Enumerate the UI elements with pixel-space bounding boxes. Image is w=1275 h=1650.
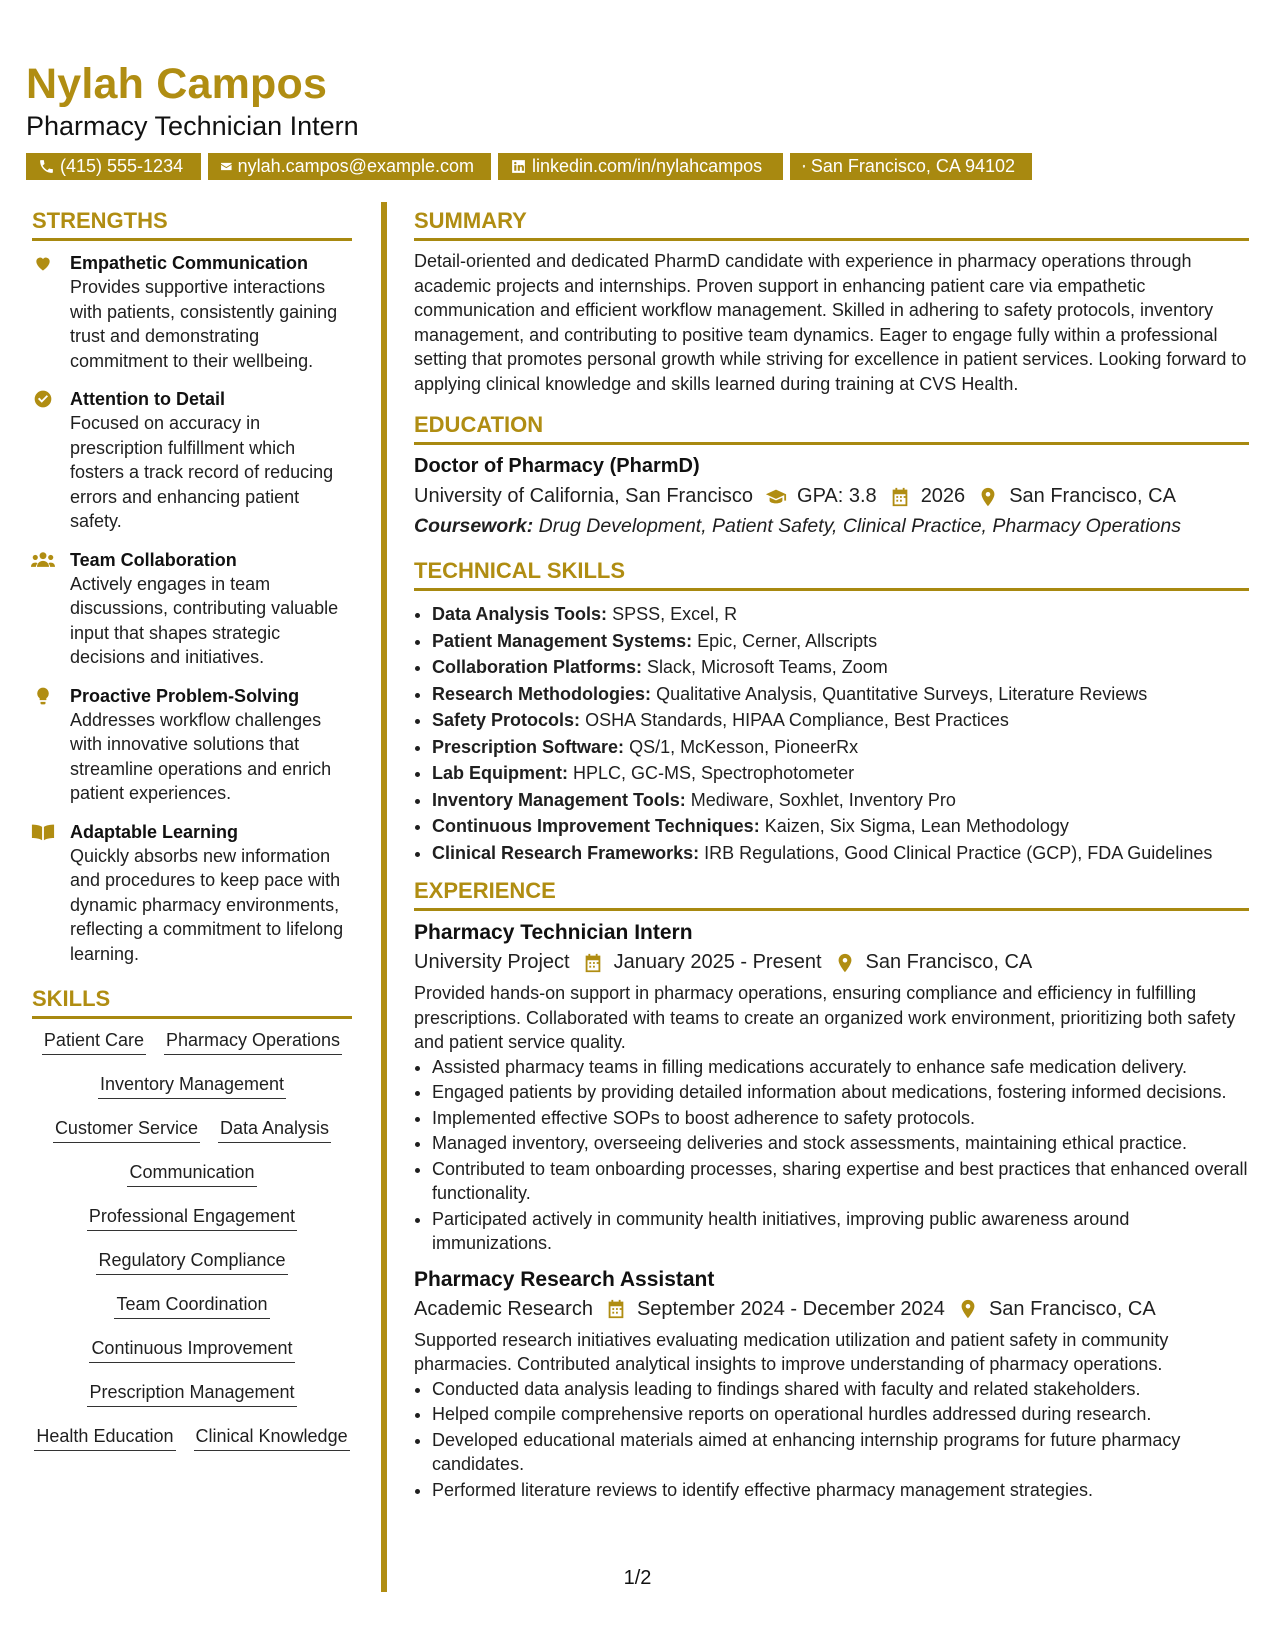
summary-heading: SUMMARY: [414, 208, 1249, 241]
email-text: nylah.campos@example.com: [237, 156, 474, 176]
list-item: • Helped compile comprehensive reports on operational hurdles addressed during research.: [432, 1402, 1249, 1427]
strength-item: [32, 387, 352, 534]
map-pin-icon: [802, 158, 806, 175]
strength-title: Proactive Problem-Solving: [70, 685, 300, 706]
job-org: Academic Research: [414, 1297, 593, 1320]
job-org: University Project: [414, 951, 570, 973]
list-item: [432, 787, 1249, 814]
list-item: • Performed literature reviews to identify effective pharmacy management strategies.: [432, 1478, 1249, 1503]
tech-skill-value: Qualitative Analysis, Quantitative Surveys, Literature Reviews: [656, 683, 1148, 704]
technical-skills-heading: TECHNICAL SKILLS: [414, 558, 1249, 591]
book-open-icon: [31, 822, 55, 842]
technical-skills-list: [414, 601, 1249, 866]
list-item: • Developed educational materials aimed at enhancing internship programs for future pharmacy candidates.: [432, 1428, 1249, 1477]
tech-skill-label: Patient Management Systems:: [432, 630, 693, 651]
list-item: [432, 734, 1249, 761]
list-item: [432, 707, 1249, 734]
tech-skill-label: Prescription Software:: [432, 736, 625, 757]
calendar-icon: [889, 486, 911, 508]
left-column: [32, 208, 352, 1469]
email-chip[interactable]: [208, 153, 491, 180]
tech-skill-value: QS/1, McKesson, PioneerRx: [629, 736, 859, 757]
list-item: [432, 813, 1249, 840]
strengths-heading: STRENGTHS: [32, 208, 352, 241]
skill-tag: Pharmacy Operations: [164, 1029, 342, 1055]
tech-skill-value: Kaizen, Six Sigma, Lean Methodology: [764, 816, 1069, 836]
degree: Doctor of Pharmacy (PharmD): [414, 455, 700, 477]
list-item: • Implemented effective SOPs to boost adherence to safety protocols.: [432, 1106, 1249, 1131]
job-location: San Francisco, CA: [988, 1297, 1156, 1320]
skill-tag: Professional Engagement: [87, 1205, 297, 1231]
skill-tag: Data Analysis: [218, 1117, 331, 1143]
skill-tag: Communication: [127, 1161, 256, 1187]
list-item: [432, 601, 1249, 628]
strength-desc: Addresses workflow challenges with innovative solutions that streamline operations and enrich patient experiences.: [70, 709, 332, 803]
tech-skill-label: Clinical Research Frameworks:: [432, 842, 700, 863]
list-item: [432, 840, 1249, 867]
skill-tag: Continuous Improvement: [89, 1337, 294, 1363]
contact-bar: [26, 153, 1032, 180]
list-item: [432, 760, 1249, 787]
skill-tag: Health Education: [34, 1425, 175, 1451]
skill-tag: Customer Service: [53, 1117, 200, 1143]
skill-tag: Inventory Management: [98, 1073, 286, 1099]
users-icon: [31, 550, 55, 570]
tech-skill-value: Epic, Cerner, Allscripts: [697, 630, 878, 651]
list-item: [432, 681, 1249, 708]
job-meta: [414, 1298, 1249, 1321]
strength-item: [32, 251, 352, 373]
linkedin-icon: [510, 158, 527, 175]
job-dates: September 2024 - December 2024: [636, 1297, 945, 1320]
list-item: • Engaged patients by providing detailed information about medications, fostering informed decisions.: [432, 1080, 1249, 1105]
education-heading: EDUCATION: [414, 412, 1249, 445]
skill-tag: Clinical Knowledge: [194, 1425, 350, 1451]
list-item: • Contributed to team onboarding processes, sharing expertise and best practices that enhanced overall functionality.: [432, 1157, 1249, 1206]
strength-desc: Actively engages in team discussions, contributing valuable input that shapes strategic decisions and initiatives.: [70, 573, 339, 667]
column-divider: [381, 202, 387, 1592]
job-location: San Francisco, CA: [865, 951, 1033, 973]
right-column: [414, 208, 1249, 1503]
job-summary: Supported research initiatives evaluating medication utilization and patient safety in community pharmacies. Contributed analytical insights to improve understanding of pharmacy operations.: [414, 1329, 1169, 1374]
coursework-list: Drug Development, Patient Safety, Clinical Practice, Pharmacy Operations: [538, 515, 1181, 537]
calendar-icon: [605, 1298, 627, 1320]
list-item: [432, 628, 1249, 655]
tech-skill-value: HPLC, GC-MS, Spectrophotometer: [573, 763, 855, 783]
job-summary: Provided hands-on support in pharmacy operations, ensuring compliance and efficiency in fulfilling prescriptions. Collaborated with teams to create an organized work environment, prioritizing both safety and patient service quality.: [414, 983, 1236, 1052]
tech-skill-value: OSHA Standards, HIPAA Compliance, Best Practices: [585, 710, 1009, 730]
job-dates: January 2025 - Present: [613, 951, 822, 973]
linkedin-chip[interactable]: [498, 153, 783, 180]
page-number: 1/2: [623, 1567, 652, 1589]
job-entry: [414, 1268, 1249, 1503]
graduation-cap-icon: [765, 486, 787, 508]
strength-item: [32, 684, 352, 806]
tech-skill-value: Slack, Microsoft Teams, Zoom: [647, 657, 888, 677]
skill-tag: Team Coordination: [114, 1293, 269, 1319]
summary-text: Detail-oriented and dedicated PharmD candidate with experience in pharmacy operations through academic projects and internships. Proven support in enhancing patient care via empathetic communication and efficient workflow management. Skilled in adhering to safety protocols, inventory management, and contributing to positive team dynamics. Eager to engage fully within a professional setting that promotes personal growth while striving for excellence in patient services. Looking forward to applying clinical knowledge and skills learned during training at CVS Health.: [414, 251, 1247, 394]
heart-icon: [33, 253, 53, 273]
check-circle-icon: [33, 389, 53, 409]
strength-desc: Quickly absorbs new information and procedures to keep pace with dynamic pharmacy environments, reflecting a commitment to lifelong learning.: [70, 845, 344, 964]
grad-year: 2026: [920, 485, 966, 507]
education-location: San Francisco, CA: [1009, 485, 1176, 507]
phone-chip[interactable]: [26, 153, 201, 180]
job-bullets: [414, 1377, 1249, 1503]
gpa: GPA: 3.8: [797, 485, 877, 507]
skills-heading: SKILLS: [32, 986, 352, 1019]
map-pin-icon: [977, 486, 999, 508]
list-item: • Managed inventory, overseeing deliveries and stock assessments, maintaining ethical practice.: [432, 1131, 1249, 1156]
list-item: • Participated actively in community health initiatives, improving public awareness around immunizations.: [432, 1207, 1249, 1256]
list-item: • Conducted data analysis leading to findings shared with faculty and related stakeholders.: [432, 1377, 1249, 1402]
job-title: Pharmacy Technician Intern: [414, 921, 693, 944]
tech-skill-value: Mediware, Soxhlet, Inventory Pro: [690, 789, 956, 810]
envelope-icon: [220, 158, 233, 175]
strength-desc: Provides supportive interactions with patients, consistently gaining trust and demonstrating commitment to their wellbeing.: [70, 277, 338, 371]
map-pin-icon: [957, 1298, 979, 1320]
tech-skill-value: SPSS, Excel, R: [612, 604, 738, 624]
school: University of California, San Francisco: [414, 485, 754, 507]
tech-skill-label: Data Analysis Tools:: [432, 604, 608, 624]
job-meta: [414, 951, 1249, 974]
phone-icon: [38, 158, 55, 175]
linkedin-text: linkedin.com/in/nylahcampos: [532, 156, 763, 176]
phone-text: (415) 555-1234: [60, 156, 184, 176]
coursework-label: Coursework:: [414, 515, 534, 537]
experience-heading: EXPERIENCE: [414, 878, 1249, 911]
strength-item: [32, 548, 352, 670]
calendar-icon: [582, 952, 604, 974]
tech-skill-label: Lab Equipment:: [432, 763, 568, 783]
strength-title: Attention to Detail: [70, 389, 225, 409]
skills-list: [32, 1029, 352, 1469]
job-title: Pharmacy Research Assistant: [414, 1267, 715, 1291]
skill-tag: Patient Care: [42, 1029, 146, 1055]
tech-skill-label: Continuous Improvement Techniques:: [432, 816, 760, 836]
job-entry: [414, 921, 1249, 1256]
strength-title: Team Collaboration: [70, 549, 237, 570]
skill-tag: Prescription Management: [87, 1381, 296, 1407]
strength-title: Adaptable Learning: [70, 821, 239, 842]
tech-skill-label: Inventory Management Tools:: [432, 789, 686, 810]
tech-skill-label: Collaboration Platforms:: [432, 657, 643, 677]
strength-desc: Focused on accuracy in prescription fulfillment which fosters a track record of reducing errors and enhancing patient safety.: [70, 413, 334, 531]
map-pin-icon: [834, 952, 856, 974]
tech-skill-value: IRB Regulations, Good Clinical Practice (GCP), FDA Guidelines: [704, 842, 1213, 863]
location-text: San Francisco, CA 94102: [810, 156, 1015, 176]
list-item: [432, 654, 1249, 681]
strength-item: [32, 820, 352, 967]
location-chip: [790, 153, 1032, 180]
candidate-name: Nylah Campos: [26, 60, 328, 108]
skill-tag: Regulatory Compliance: [96, 1249, 287, 1275]
coursework: [414, 515, 1249, 538]
education-meta: [414, 485, 1249, 508]
list-item: • Assisted pharmacy teams in filling medications accurately to enhance safe medication delivery.: [432, 1055, 1249, 1080]
candidate-title: Pharmacy Technician Intern: [26, 111, 359, 141]
strength-title: Empathetic Communication: [70, 253, 309, 273]
lightbulb-icon: [33, 686, 53, 706]
job-bullets: [414, 1055, 1249, 1256]
tech-skill-label: Safety Protocols:: [432, 710, 581, 730]
tech-skill-label: Research Methodologies:: [432, 683, 652, 704]
